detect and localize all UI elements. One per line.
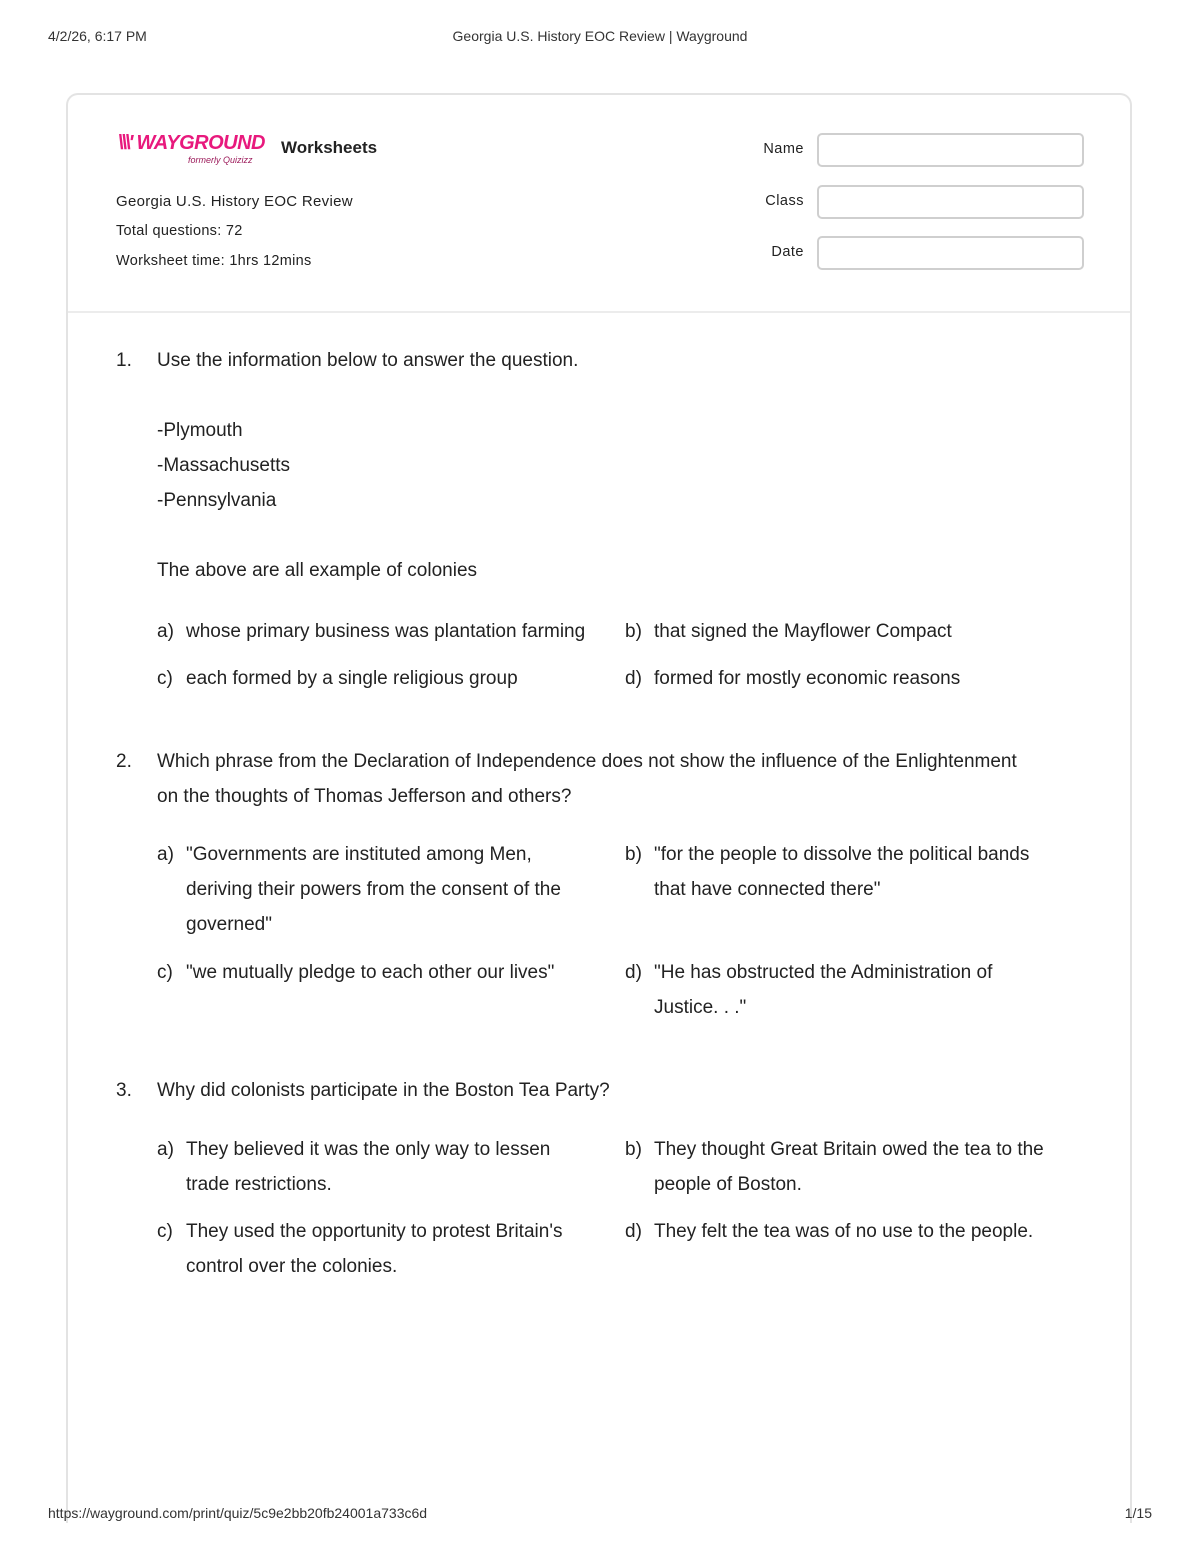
option-text xyxy=(654,955,992,1025)
question-line: -Plymouth xyxy=(157,420,243,441)
option-line: that have connected there" xyxy=(654,879,881,900)
question-line: -Massachusetts xyxy=(157,455,291,476)
question-line: -Pennsylvania xyxy=(157,490,277,511)
option-line: They believed it was the only way to lessen xyxy=(186,1139,551,1160)
class-field[interactable] xyxy=(817,185,1084,219)
option-line: trade restrictions. xyxy=(186,1174,332,1195)
page-number: 1/15 xyxy=(1124,1505,1152,1521)
option-line: They thought Great Britain owed the tea to the xyxy=(654,1139,1044,1160)
question-line: Use the information below to answer the question. xyxy=(157,350,579,371)
option-text xyxy=(186,1214,562,1284)
worksheet-time: Worksheet time: 1hrs 12mins xyxy=(116,253,312,269)
option-text xyxy=(654,837,1029,907)
option-line: "He has obstructed the Administration of xyxy=(654,962,993,983)
option-text xyxy=(654,1132,1044,1202)
print-datetime: 4/2/26, 6:17 PM xyxy=(48,28,147,44)
worksheet-header xyxy=(68,95,1130,313)
question-number: 1. xyxy=(116,350,132,371)
blank-line xyxy=(157,378,1077,413)
question-line: The above are all example of colonies xyxy=(157,560,478,581)
print-title: Georgia U.S. History EOC Review | Wayground xyxy=(452,28,748,44)
option-letter: c) xyxy=(157,962,173,983)
class-label: Class xyxy=(765,193,804,209)
option-text xyxy=(654,1214,1033,1249)
question-text xyxy=(157,1073,1077,1108)
question-line: Why did colonists participate in the Boston Tea Party? xyxy=(157,1080,610,1101)
worksheet-card xyxy=(66,93,1132,1523)
option-text: each formed by a single religious group xyxy=(186,668,518,689)
name-field[interactable] xyxy=(817,133,1084,167)
blank-line xyxy=(157,518,1077,553)
option-line: Justice. . ." xyxy=(654,997,747,1018)
option-line: control over the colonies. xyxy=(186,1256,398,1277)
date-field[interactable] xyxy=(817,236,1084,270)
option-letter: b) xyxy=(625,621,642,642)
option-text xyxy=(186,1132,550,1202)
option-line: They felt the tea was of no use to the people. xyxy=(654,1221,1034,1242)
question-text xyxy=(157,744,1077,814)
print-url: https://wayground.com/print/quiz/5c9e2bb20fb24001a733c6d xyxy=(48,1505,428,1521)
option-line: deriving their powers from the consent of the xyxy=(186,879,561,900)
option-line: "we mutually pledge to each other our lives" xyxy=(186,962,555,983)
wayground-logo-icon xyxy=(118,132,278,168)
question-text xyxy=(157,343,1077,588)
logo-subtext: formerly Quizizz xyxy=(188,155,253,165)
product-label: Worksheets xyxy=(281,138,378,157)
option-letter: a) xyxy=(157,1139,174,1160)
print-footer xyxy=(48,1505,1152,1525)
option-line: people of Boston. xyxy=(654,1174,802,1195)
option-text xyxy=(186,955,554,990)
option-line: governed" xyxy=(186,914,272,935)
date-label: Date xyxy=(771,244,804,260)
question-line: on the thoughts of Thomas Jefferson and others? xyxy=(157,786,572,807)
option-text xyxy=(186,837,561,942)
option-letter: d) xyxy=(625,962,642,983)
name-label: Name xyxy=(763,141,804,157)
option-letter: b) xyxy=(625,1139,642,1160)
option-line: They used the opportunity to protest Britain's xyxy=(186,1221,563,1242)
print-header xyxy=(48,28,1152,48)
question-number: 3. xyxy=(116,1080,132,1101)
option-letter: a) xyxy=(157,844,174,865)
question-line: Which phrase from the Declaration of Independence does not show the influence of the Enlightenment xyxy=(157,751,1017,772)
total-questions: Total questions: 72 xyxy=(116,223,243,239)
question-number: 2. xyxy=(116,751,132,772)
option-line: "Governments are instituted among Men, xyxy=(186,844,532,865)
option-letter: d) xyxy=(625,668,642,689)
option-letter: b) xyxy=(625,844,642,865)
option-letter: d) xyxy=(625,1221,642,1242)
logo-wordmark: \\\' WAYGROUND xyxy=(118,132,265,154)
option-letter: c) xyxy=(157,1221,173,1242)
option-line: "for the people to dissolve the political bands xyxy=(654,844,1030,865)
option-text: that signed the Mayflower Compact xyxy=(654,621,952,642)
option-text: whose primary business was plantation farming xyxy=(186,621,586,642)
worksheet-title: Georgia U.S. History EOC Review xyxy=(116,193,353,210)
option-letter: c) xyxy=(157,668,173,689)
option-text: formed for mostly economic reasons xyxy=(654,668,961,689)
option-letter: a) xyxy=(157,621,174,642)
